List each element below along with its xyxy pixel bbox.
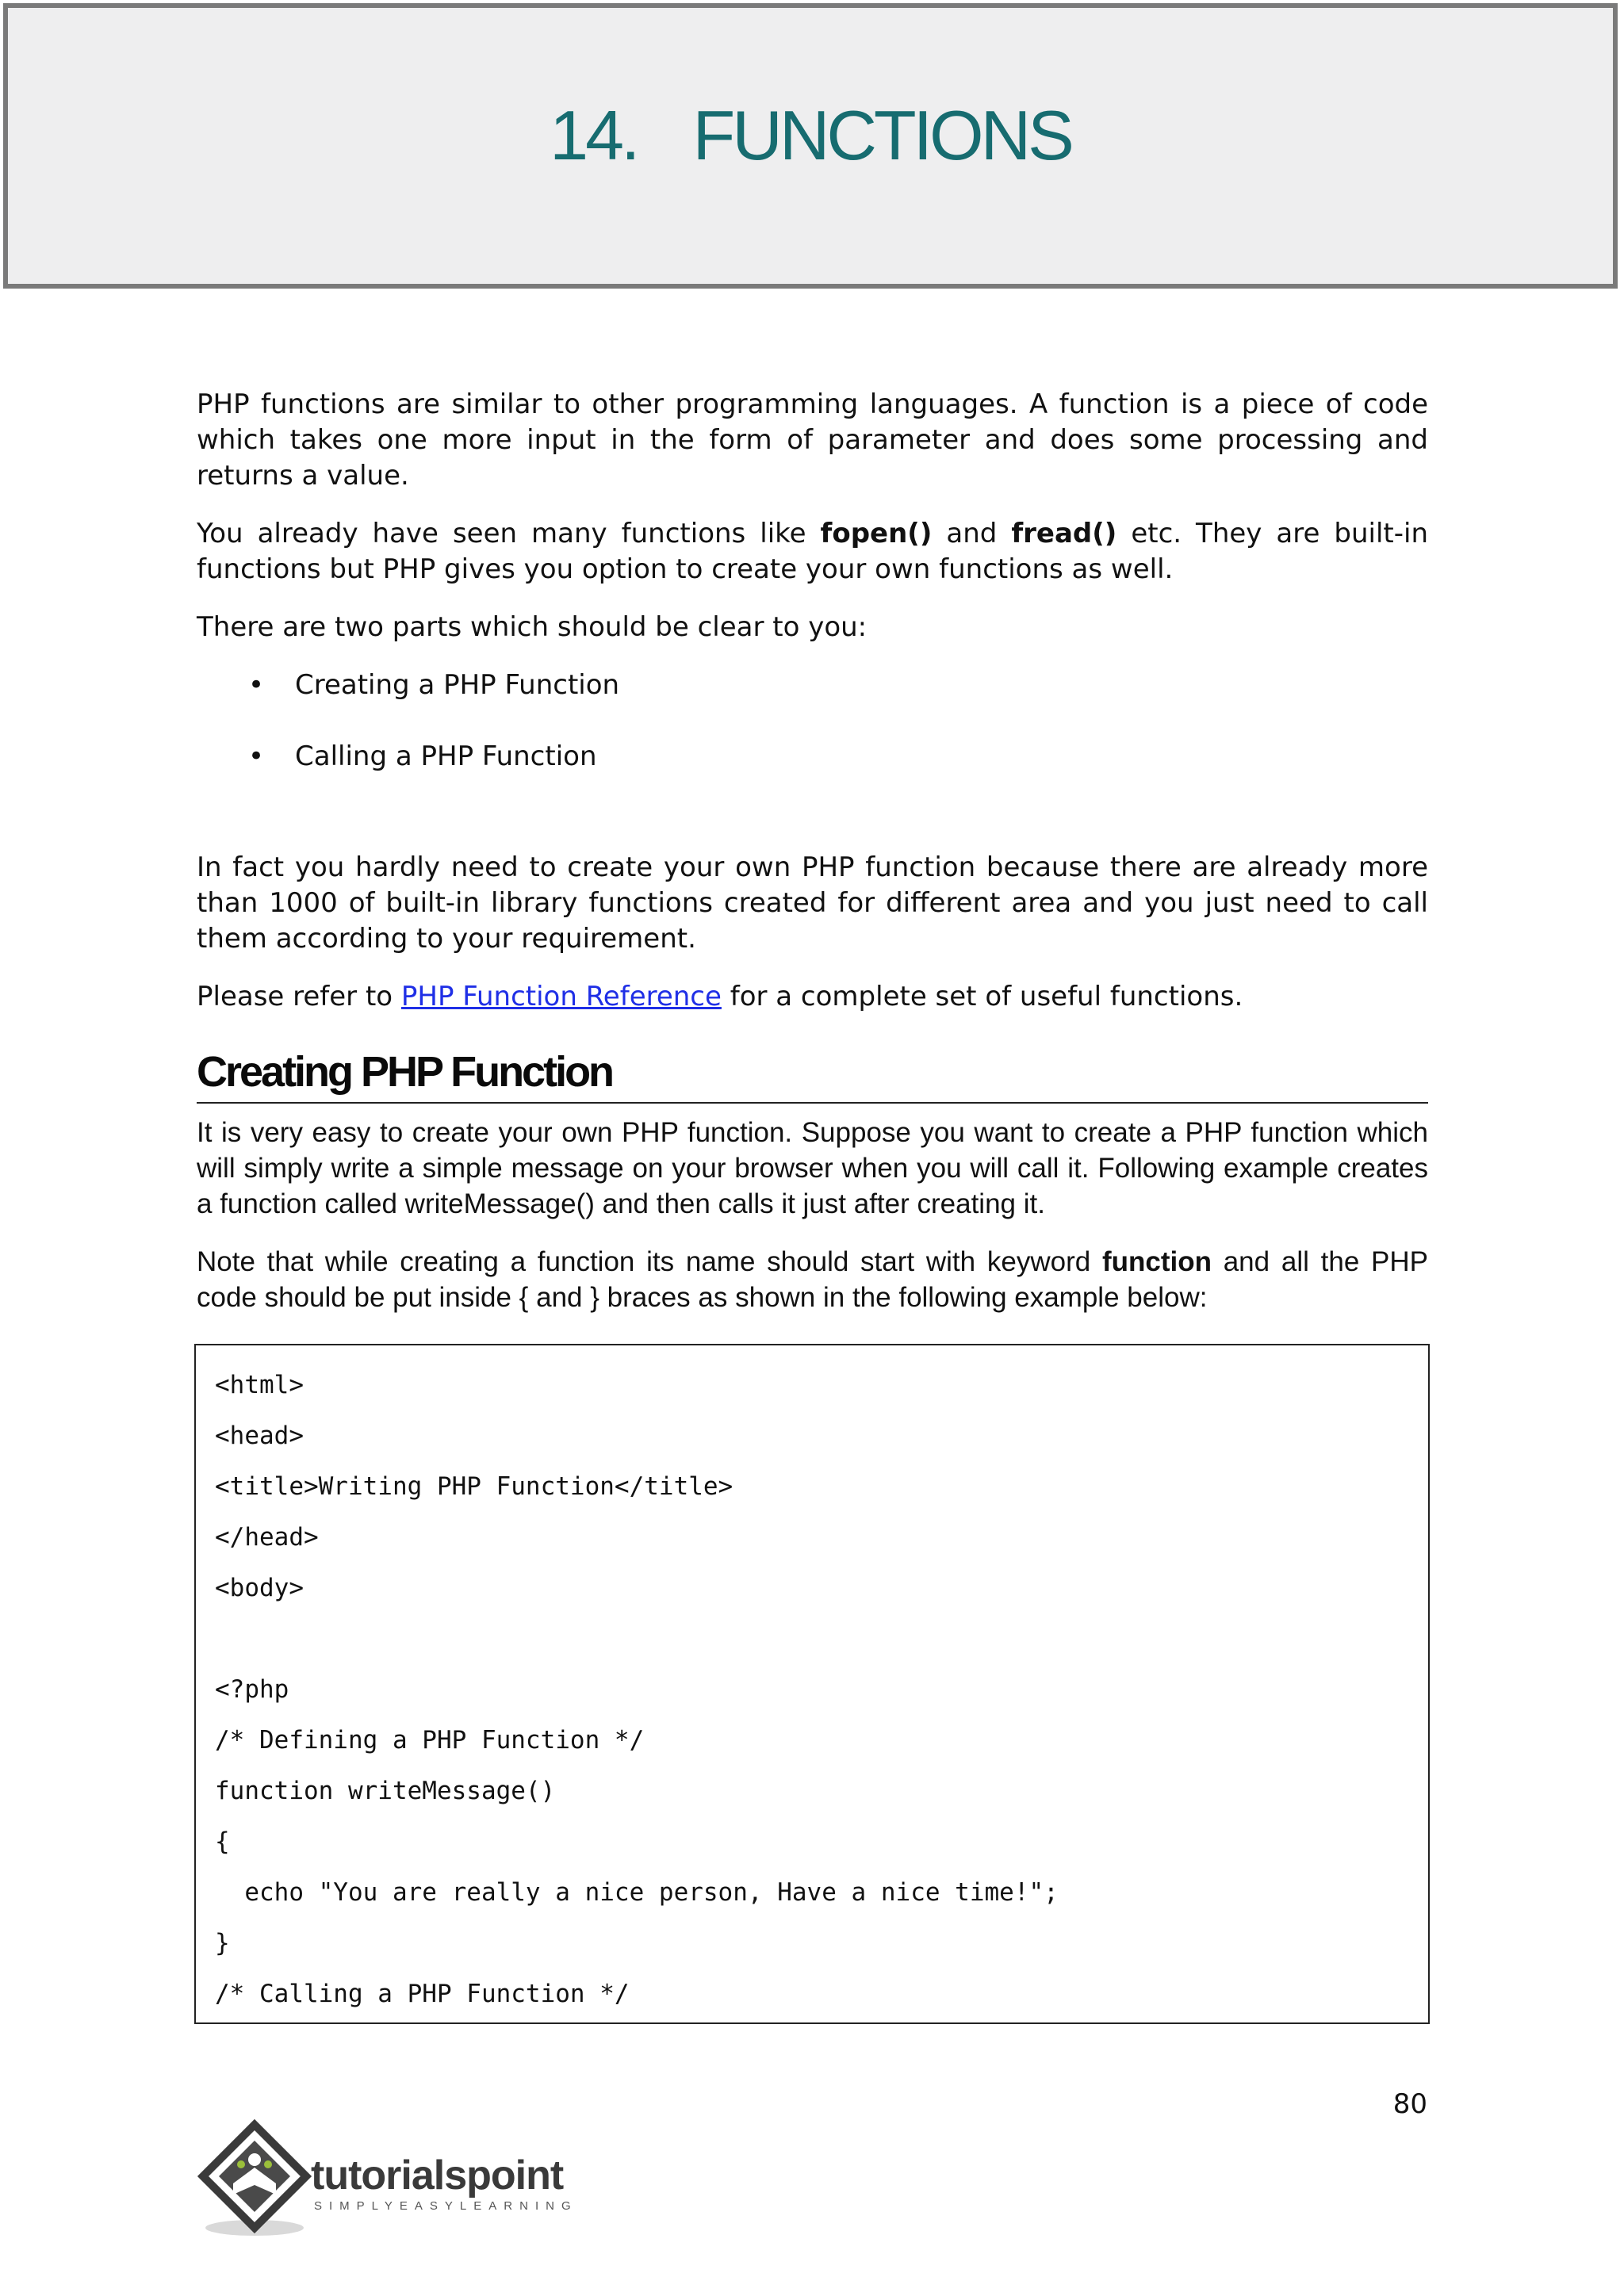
code-line: <body> [215,1574,304,1602]
list-item-text: Creating a PHP Function [295,669,620,701]
intro-paragraph-5 [197,979,1428,1015]
bullet-list [197,668,1428,810]
page-content [197,387,1428,1337]
bullet-icon: • [248,669,265,701]
text-run: Note that while creating a function its name should start with keyword [197,1246,1102,1277]
code-line: <head> [215,1422,304,1450]
text-run: etc. They are built-in functions but PHP gives you option to create your own functions as well. [197,518,1428,585]
chapter-header [3,3,1618,289]
list-item [197,739,1428,810]
section-heading: Creating PHP Function [197,1047,1428,1104]
logo-diamond-icon [195,2118,314,2245]
code-line: echo "You are really a nice person, Have a nice time!"; [215,1878,1059,1907]
code-line: } [215,1929,230,1957]
section-paragraph-2 [197,1244,1428,1315]
intro-paragraph-2 [197,516,1428,587]
chapter-title-text: FUNCTIONS [692,96,1071,174]
php-function-reference-link[interactable]: PHP Function Reference [400,981,722,1012]
section-paragraph-1: It is very easy to create your own PHP function. Suppose you want to create a PHP function which will simply write a simple message on your browser when you will call it. Following example creates a function called writeMessage() and then calls it just after creating it. [197,1117,1428,1219]
fopen-term: fopen() [820,518,933,549]
list-item [197,668,1428,739]
code-line: </head> [215,1523,319,1552]
text-run: You already have seen many functions like [197,518,821,549]
code-line: <html> [215,1371,304,1399]
function-keyword: function [1101,1246,1212,1277]
code-line [215,1613,1409,1664]
text-run: for a complete set of useful functions. [721,981,1243,1012]
intro-paragraph-4: In fact you hardly need to create your own PHP function because there are already more than 1000 of built-in library functions created for different area and you just need to call them according to your requirement. [197,851,1428,955]
page-number: 80 [1392,2088,1427,2120]
text-run: Please refer to [197,981,401,1012]
code-line: /* Defining a PHP Function */ [215,1726,645,1755]
chapter-title [8,95,1613,176]
logo-brand-text: tutorialspoint [311,2152,564,2198]
intro-paragraph-1: PHP functions are similar to other programming languages. A function is a piece of code which takes one more input in the form of parameter and does some processing and returns a value. [197,388,1428,492]
code-line: function writeMessage() [215,1777,556,1805]
code-block [194,1344,1430,2024]
code-line: <?php [215,1675,289,1704]
intro-paragraph-3: There are two parts which should be clear to you: [197,611,868,643]
tutorialspoint-logo [195,2118,592,2245]
list-item-text: Calling a PHP Function [295,740,597,772]
code-line: { [215,1827,230,1856]
logo-tagline: SIMPLYEASYLEARNING [314,2199,578,2213]
text-run: and all the PHP code should be put inside { and } braces as shown in the following example below: [197,1246,1428,1313]
text-run: and [932,518,1012,549]
code-line: /* Calling a PHP Function */ [215,1980,630,2008]
chapter-number: 14. [550,96,638,174]
code-line: <title>Writing PHP Function</title> [215,1472,733,1501]
fread-term: fread() [1011,518,1117,549]
bullet-icon: • [248,740,265,772]
